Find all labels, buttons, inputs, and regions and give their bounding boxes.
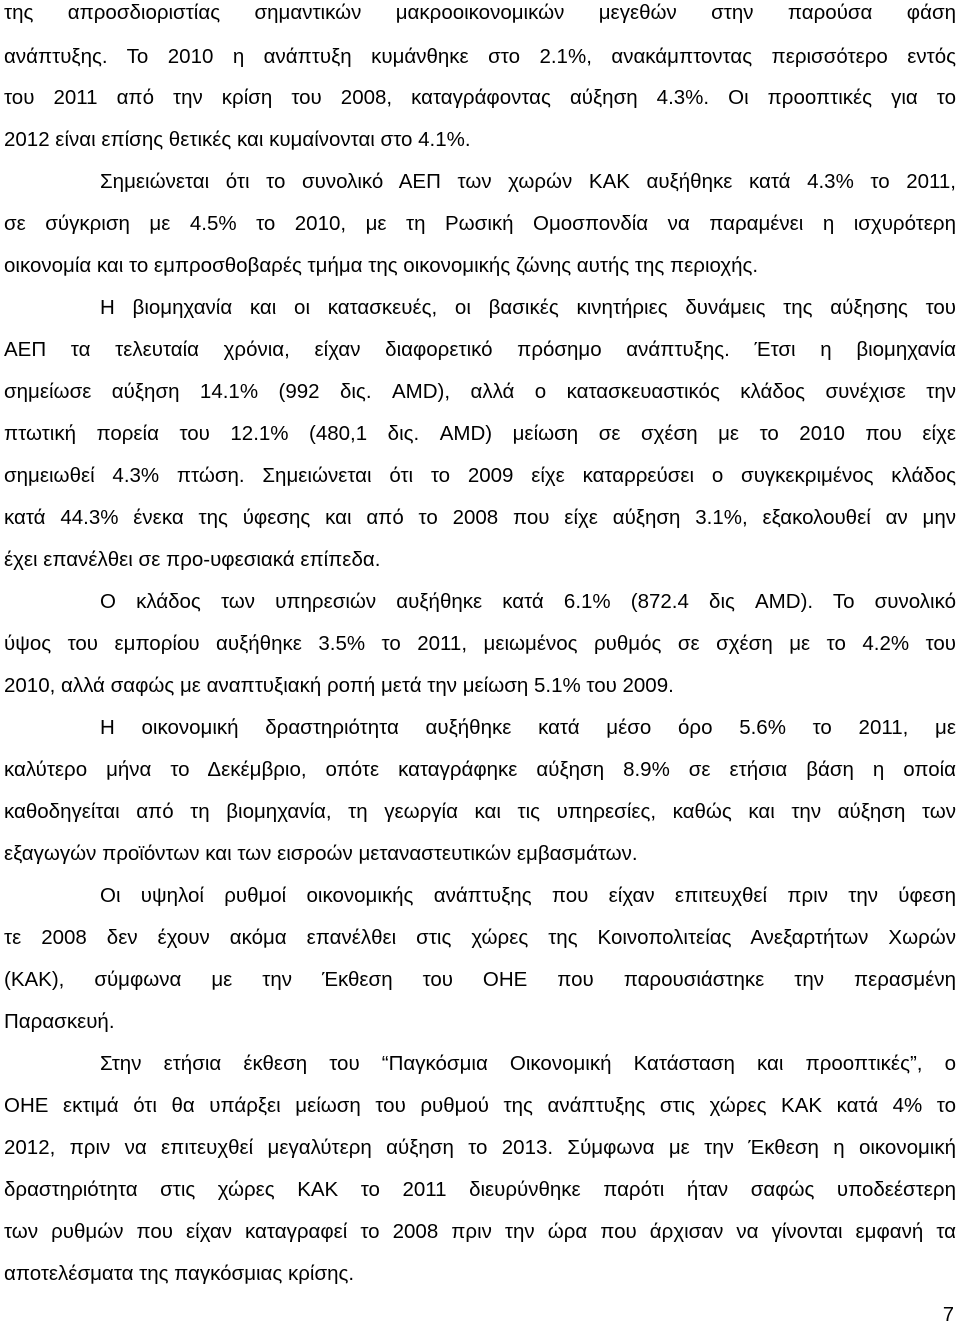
text-line: Στην ετήσια έκθεση του “Παγκόσμια Οικονομική Κατάσταση και προοπτικές”, ο [100,1052,956,1075]
text-line: Παρασκευή. [4,1010,115,1033]
text-line: δραστηριότητα στις χώρες ΚΑΚ το 2011 διευρύνθηκε παρότι ήταν σαφώς υποδεέστερη [4,1178,956,1201]
text-line: αποτελέσματα της παγκόσμιας κρίσης. [4,1262,355,1285]
text-line: καλύτερο μήνα το Δεκέμβριο, οπότε καταγράφηκε αύξηση 8.9% σε ετήσια βάση η οποία [4,758,956,781]
text-line: σε σύγκριση με 4.5% το 2010, με τη Ρωσική Ομοσπονδία να παραμένει η ισχυρότερη [4,212,956,235]
text-line: ΟΗΕ εκτιμά ότι θα υπάρξει μείωση του ρυθμού της ανάπτυξης στις χώρες ΚΑΚ κατά 4% το [4,1094,956,1117]
text-line: Η οικονομική δραστηριότητα αυξήθηκε κατά μέσο όρο 5.6% το 2011, με [100,716,956,739]
text-line: οικονομία και το εμπροσθοβαρές τμήμα της οικονομικής ζώνης αυτής της περιοχής. [4,254,759,277]
text-line: Οι υψηλοί ρυθμοί οικονομικής ανάπτυξης που είχαν επιτευχθεί πριν την ύφεση [100,884,956,907]
text-line: ύψος του εμπορίου αυξήθηκε 3.5% το 2011, μειωμένος ρυθμός σε σχέση με το 4.2% του [4,632,956,655]
text-line: έχει επανέλθει σε προ-υφεσιακά επίπεδα. [4,548,381,571]
text-line: εξαγωγών προϊόντων και των εισροών μεταναστευτικών εμβασμάτων. [4,842,638,865]
text-line: κατά 44.3% ένεκα της ύφεσης και από το 2008 που είχε αύξηση 3.1%, εξακολουθεί αν μην [4,506,956,529]
text-line: Σημειώνεται ότι το συνολικό ΑΕΠ των χωρών ΚΑΚ αυξήθηκε κατά 4.3% το 2011, [100,170,956,193]
text-line: (ΚΑΚ), σύμφωνα με την Έκθεση του ΟΗΕ που παρουσιάστηκε την περασμένη [4,968,956,991]
text-line: 2010, αλλά σαφώς με αναπτυξιακή ροπή μετά την μείωση 5.1% του 2009. [4,674,674,697]
text-line: σημειωθεί 4.3% πτώση. Σημειώνεται ότι το 2009 είχε καταρρεύσει ο συγκεκριμένος κλάδος [4,464,956,487]
text-line: Ο κλάδος των υπηρεσιών αυξήθηκε κατά 6.1% (872.4 δις AMD). Το συνολικό [100,590,956,613]
text-line: των ρυθμών που είχαν καταγραφεί το 2008 πριν την ώρα που άρχισαν να γίνονται εμφανή τα [4,1220,956,1243]
text-line: 2012 είναι επίσης θετικές και κυμαίνονται στο 4.1%. [4,128,471,151]
text-line: σημείωσε αύξηση 14.1% (992 δις. AMD), αλλά ο κατασκευαστικός κλάδος συνέχισε την [4,380,956,403]
text-line: ΑΕΠ τα τελευταία χρόνια, είχαν διαφορετικό πρόσημο ανάπτυξης. Έτσι η βιομηχανία [4,338,956,361]
page-number: 7 [942,1304,954,1326]
text-line: 2012, πριν να επιτευχθεί μεγαλύτερη αύξηση το 2013. Σύμφωνα με την Έκθεση η οικονομική [4,1136,956,1159]
text-line: τε 2008 δεν έχουν ακόμα επανέλθει στις χώρες της Κοινοπολιτείας Ανεξαρτήτων Χωρών [4,926,956,949]
text-line: καθοδηγείται από τη βιομηχανία, τη γεωργία και τις υπηρεσίες, καθώς και την αύξηση των [4,800,956,823]
text-line: του 2011 από την κρίση του 2008, καταγράφοντας αύξηση 4.3%. Οι προοπτικές για το [4,86,956,109]
text-line: Η βιομηχανία και οι κατασκευές, οι βασικές κινητήριες δυνάμεις της αύξησης του [100,296,956,319]
text-line: ανάπτυξης. Το 2010 η ανάπτυξη κυμάνθηκε στο 2.1%, ανακάμπτοντας περισσότερο εντός [4,45,956,68]
text-line: πτωτική πορεία του 12.1% (480,1 δις. AMD) μείωση σε σχέση με το 2010 που είχε [4,422,956,445]
text-line: της απροσδιοριστίας σημαντικών μακροοικονομικών μεγεθών στην παρούσα φάση [4,1,956,24]
